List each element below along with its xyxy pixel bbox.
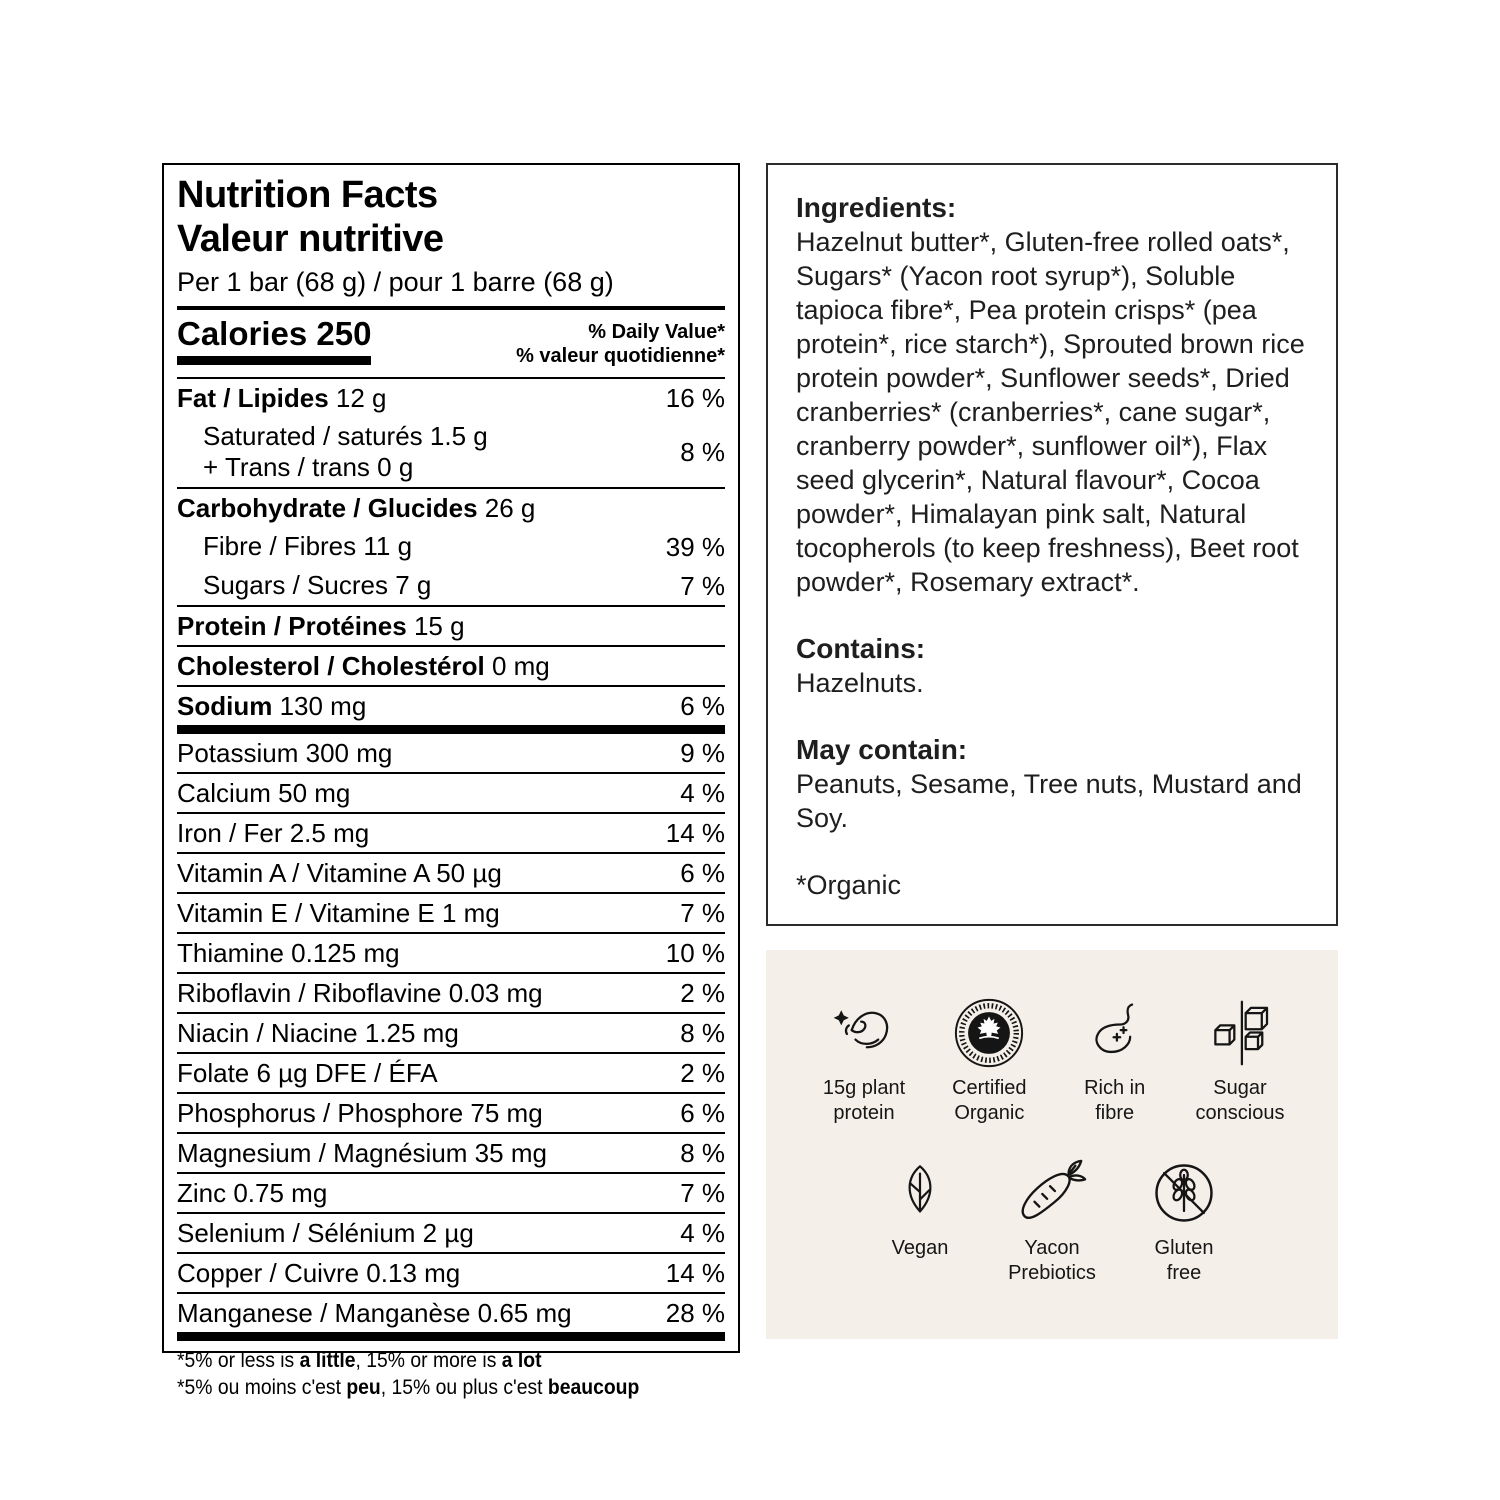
micronutrient-row: Riboflavin / Riboflavine 0.03 mg 2 %: [177, 972, 725, 1012]
nutrition-title-en: Nutrition Facts: [177, 174, 438, 216]
contains-list: Hazelnuts.: [796, 668, 924, 698]
daily-value-percent: 10 %: [665, 937, 725, 968]
footnote-fr: *5% ou moins c'est peu, 15% ou plus c'est beaucoup: [177, 1375, 640, 1399]
spacer: [796, 599, 1308, 632]
micronutrient-row: Folate 6 µg DFE / ÉFA 2 %: [177, 1052, 725, 1092]
feature-badge: [804, 996, 924, 1126]
spacer: [796, 835, 1308, 868]
micronutrient-rows: [177, 734, 725, 1332]
nutrient-row: Saturated / saturés 1.5 g + Trans / trans 0 g 8 %: [203, 421, 725, 482]
daily-value-percent: 7 %: [680, 570, 725, 601]
ingredients-heading: Ingredients:: [796, 192, 957, 223]
badge-row-2: [766, 1126, 1338, 1286]
nutrient-row: Carbohydrate / Glucides 26 g: [177, 487, 725, 527]
vegan-leaf-icon: [855, 1156, 985, 1230]
sugar-cubes-icon: [1180, 996, 1300, 1070]
muscle-arm-icon: [804, 996, 924, 1070]
nutrient-row: Fibre / Fibres 11 g 39 %: [203, 531, 725, 562]
micronutrient-row: Manganese / Manganèse 0.65 mg 28 %: [177, 1292, 725, 1332]
may-contain-list: Peanuts, Sesame, Tree nuts, Mustard and Soy.: [796, 769, 1302, 833]
calories-label: Calories: [177, 315, 308, 352]
daily-value-percent: 14 %: [665, 817, 725, 848]
daily-value-percent: 8 %: [680, 1017, 725, 1048]
nutrient-row: Sodium 130 mg 6 %: [177, 685, 725, 725]
calories-value: 250: [316, 315, 372, 352]
may-contain-heading: May contain:: [796, 734, 968, 765]
badge-label: 15g plant protein: [822, 1077, 906, 1124]
daily-value-header-en: % Daily Value*: [588, 321, 725, 343]
nutrition-facts-panel: [162, 163, 740, 1399]
micronutrient-row: Potassium 300 mg 9 %: [177, 737, 725, 768]
micronutrient-row: Copper / Cuivre 0.13 mg 14 %: [177, 1252, 725, 1292]
daily-value-percent: 4 %: [680, 1217, 725, 1248]
daily-value-percent: 6 %: [680, 691, 725, 721]
daily-value-percent: 2 %: [680, 1057, 725, 1088]
daily-value-percent: 9 %: [680, 737, 725, 768]
daily-value-percent: 8 %: [680, 437, 725, 467]
daily-value-percent: 4 %: [680, 777, 725, 808]
ingredients-panel: [766, 163, 1338, 926]
footnote-en: *5% or less is a little, 15% or more is a lot: [177, 1348, 542, 1372]
micronutrient-row: Niacin / Niacine 1.25 mg 8 %: [177, 1012, 725, 1052]
stomach-icon: [1055, 996, 1175, 1070]
daily-value-percent: 16 %: [665, 383, 725, 413]
nutrient-rows: [177, 379, 725, 725]
daily-value-percent: 14 %: [665, 1257, 725, 1288]
nutrition-title-fr: Valeur nutritive: [177, 218, 444, 260]
feature-badge: [929, 996, 1049, 1126]
daily-value-percent: 7 %: [680, 1177, 725, 1208]
micronutrient-row: Iron / Fer 2.5 mg 14 %: [177, 812, 725, 852]
thick-divider: [177, 1332, 725, 1341]
ingredients-list: Hazelnut butter*, Gluten-free rolled oats*, Sugars* (Yacon root syrup*), Soluble tapioca fibre*, Pea protein crisps* (pea protein*, rice starch*), Sprouted brown rice protein powder*, Sunflower seeds*, Dried cranberries* (cranberries*, cane sugar*, cranberry powder*, sunflower oil*), Flax seed glycerin*, Natural flavour*, Cocoa powder*, Himalayan pink salt, Natural tocopherols (to keep freshness), Beet root powder*, Rosemary extract*.: [796, 227, 1305, 597]
spacer: [796, 700, 1308, 733]
micronutrient-row: Phosphorus / Phosphore 75 mg 6 %: [177, 1092, 725, 1132]
micronutrient-row: Vitamin E / Vitamine E 1 mg 7 %: [177, 892, 725, 932]
daily-value-percent: 39 %: [665, 531, 725, 562]
daily-value-percent: 28 %: [665, 1297, 725, 1328]
feature-badge: [1180, 996, 1300, 1126]
feature-badge: [855, 1156, 985, 1286]
nutrient-row: Cholesterol / Cholestérol 0 mg: [177, 645, 725, 685]
badge-label: Vegan: [891, 1237, 949, 1259]
daily-value-percent: 2 %: [680, 977, 725, 1008]
nutrient-row: Fat / Lipides 12 g 16 %: [177, 383, 725, 413]
serving-size: Per 1 bar (68 g) / pour 1 barre (68 g): [177, 267, 614, 297]
gluten-free-icon: [1119, 1156, 1249, 1230]
micronutrient-row: Thiamine 0.125 mg 10 %: [177, 932, 725, 972]
badge-label: Gluten free: [1154, 1237, 1214, 1284]
badge-row-1: [766, 950, 1338, 1126]
daily-value-percent: 7 %: [680, 897, 725, 928]
daily-value-percent: 6 %: [680, 857, 725, 888]
calories-block: [177, 310, 725, 379]
micronutrient-row: Magnesium / Magnésium 35 mg 8 %: [177, 1132, 725, 1172]
feature-badges-panel: [766, 950, 1338, 1339]
calories-underline: [177, 356, 371, 365]
certified-organic-seal-icon: [929, 996, 1049, 1070]
daily-value-header-fr: % valeur quotidienne*: [516, 345, 725, 367]
feature-badge: [1055, 996, 1175, 1126]
micronutrient-row: Vitamin A / Vitamine A 50 µg 6 %: [177, 852, 725, 892]
feature-badge: [987, 1156, 1117, 1286]
nutrient-row: Sugars / Sucres 7 g 7 %: [203, 570, 725, 601]
organic-note: *Organic: [796, 870, 902, 900]
nutrient-row: Protein / Protéines 15 g: [177, 605, 725, 645]
micronutrient-row: Calcium 50 mg 4 %: [177, 772, 725, 812]
feature-badge: [1119, 1156, 1249, 1286]
badge-label: Sugar conscious: [1195, 1077, 1285, 1124]
daily-value-percent: 8 %: [680, 1137, 725, 1168]
yacon-root-icon: [987, 1156, 1117, 1230]
thick-divider: [177, 725, 725, 734]
contains-heading: Contains:: [796, 633, 926, 664]
badge-label: Rich in fibre: [1084, 1077, 1146, 1124]
badge-label: Yacon Prebiotics: [1008, 1237, 1096, 1284]
micronutrient-row: Zinc 0.75 mg 7 %: [177, 1172, 725, 1212]
badge-label: Certified Organic: [952, 1077, 1027, 1124]
micronutrient-row: Selenium / Sélénium 2 µg 4 %: [177, 1212, 725, 1252]
daily-value-percent: 6 %: [680, 1097, 725, 1128]
